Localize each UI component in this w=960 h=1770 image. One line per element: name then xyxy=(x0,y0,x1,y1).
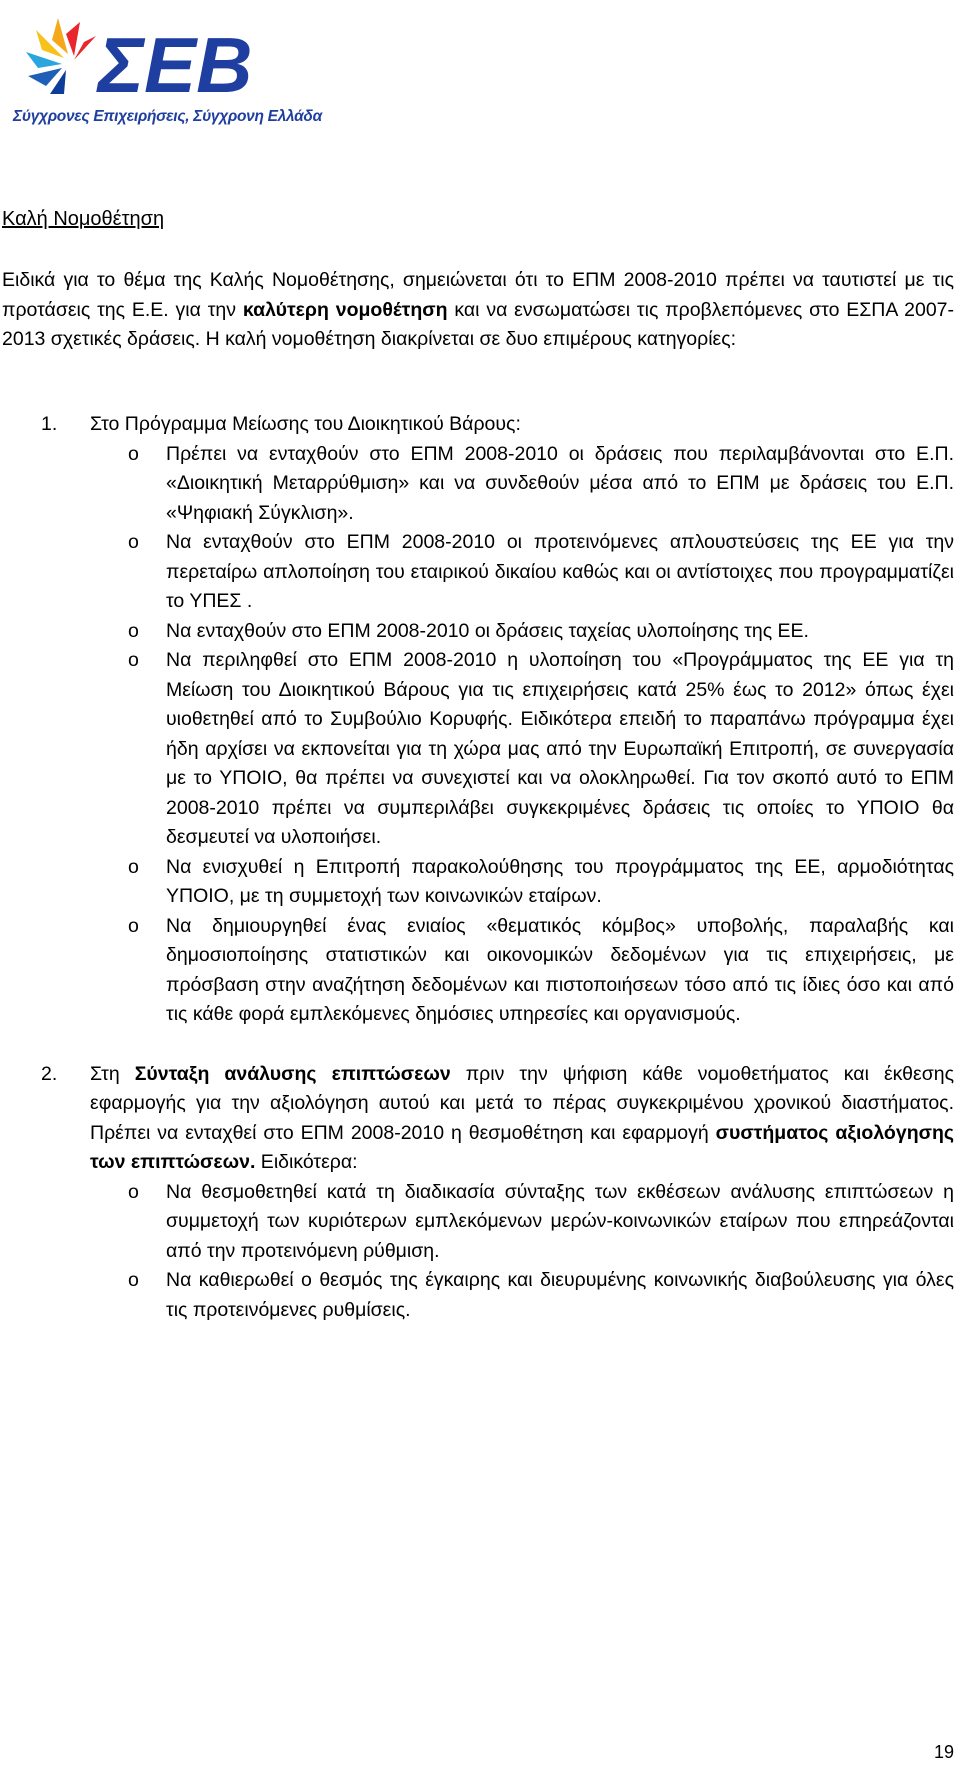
sub-list-item: o Να ενταχθούν στο ΕΠΜ 2008-2010 οι δράσεις ταχείας υλοποίησης της ΕΕ. xyxy=(166,617,954,647)
list-item-title: Στο Πρόγραμμα Μείωσης του Διοικητικού Βάρους: xyxy=(90,413,521,435)
logo-tagline: Σύγχρονες Επιχειρήσεις, Σύγχρονη Ελλάδα xyxy=(13,108,322,125)
list-item-1 xyxy=(0,410,960,1030)
sub-list-item: o Να θεσμοθετηθεί κατά τη διαδικασία σύνταξης των εκθέσεων ανάλυσης επιπτώσεων η συμμετοχή των κυριότερων εμπλεκόμενων μερών-κοινωνικών εταίρων που επηρεάζονται από την προτεινόμενη ρύθμιση. xyxy=(166,1178,954,1267)
bold-term: συστήματος αξιολόγησης των επιπτώσεων. xyxy=(90,1121,954,1173)
list-item-body: Στη Σύνταξη ανάλυσης επιπτώσεων πριν την ψήφιση κάθε νομοθετήματος και έκθεσης εφαρμογής για την αξιολόγηση αυτού και μετά το πέρας συγκεκριμένου χρονικού διαστήματος. Πρέπει να ενταχθεί στο ΕΠΜ 2008-2010 η θεσμοθέτηση και εφαρμογή συστήματος αξιολόγησης των επιπτώσεων. Ειδικότερα: xyxy=(90,1062,954,1173)
sub-list-item: o Να ενταχθούν στο ΕΠΜ 2008-2010 οι προτεινόμενες απλουστεύσεις της ΕΕ για την περεταίρω απλοποίηση του εταιρικού δικαίου καθώς και οι αντίστοιχες που προγραμματίζει το ΥΠΕΣ . xyxy=(166,528,954,617)
bullet-icon: o xyxy=(128,1180,139,1203)
bullet-icon: o xyxy=(128,855,139,878)
page-number: 19 xyxy=(933,1742,954,1762)
list-number: 1. xyxy=(41,413,58,435)
bullet-icon: o xyxy=(128,531,139,553)
seb-logo-graphic xyxy=(12,10,332,110)
intro-paragraph: Ειδικά για το θέμα της Καλής Νομοθέτησης, σημειώνεται ότι το ΕΠΜ 2008-2010 πρέπει να ταυτιστεί με τις προτάσεις της Ε.Ε. για την καλύτερη νομοθέτηση και να ενσωματώσει τις προβλεπόμενες στο ΕΣΠΑ 2007-2013 σχετικές δράσεις. Η καλή νομοθέτηση διακρίνεται σε δυο επιμέρους κατηγορίες: xyxy=(2,269,955,350)
sub-list-item: o Να καθιερωθεί ο θεσμός της έγκαιρης και διευρυμένης κοινωνικής διαβούλευσης για όλες τις προτεινόμενες ρυθμίσεις. xyxy=(166,1266,954,1325)
sub-list-item: o Να δημιουργηθεί ένας ενιαίος «θεματικός κόμβος» υποβολής, παραλαβής και δημοσιοποίησης στατιστικών και οικονομικών δεδομένων για τις επιχειρήσεις, με πρόσβαση στην αναζήτηση δεδομένων και πιστοποιήσεων τόσο από τις ίδιες όσο και από τις κάθε φορά εμπλεκόμενες δημόσιες υπηρεσίες και οργανισμούς. xyxy=(166,912,954,1030)
sub-list-item: o Να περιληφθεί στο ΕΠΜ 2008-2010 η υλοποίηση του «Προγράμματος της ΕΕ για τη Μείωση του Διοικητικού Βάρους για τις επιχειρήσεις κατά 25% έως το 2012» όπως έχει υιοθετηθεί από το Συμβούλιο Κορυφής. Ειδικότερα επειδή το παραπάνω πρόγραμμα έχει ήδη αρχίσει να εκπονείται για τη χώρα μας από την Ευρωπαϊκή Επιτροπή, σε συνεργασία με το ΥΠΟΙΟ, θα πρέπει να συνεχιστεί και να ολοκληρωθεί. Για τον σκοπό αυτό το ΕΠΜ 2008-2010 πρέπει να συμπεριλάβει συγκεκριμένες δράσεις τις οποίες το ΥΠΟΙΟ θα δεσμευτεί να υλοποιήσει. xyxy=(166,646,954,853)
sub-list-item: o Πρέπει να ενταχθούν στο ΕΠΜ 2008-2010 οι δράσεις που περιλαμβάνονται στο Ε.Π. «Διοικητική Μεταρρύθμιση» και να συνδεθούν μέσα από το ΕΠΜ με δράσεις του Ε.Π. «Ψηφιακή Σύγκλιση». xyxy=(166,440,954,529)
logo-burst-icon xyxy=(26,18,96,94)
logo-text: ΣΕΒ xyxy=(98,21,253,109)
bullet-icon: o xyxy=(128,619,139,642)
intro-bold-term: καλύτερη νομοθέτηση xyxy=(242,298,448,321)
bullet-icon: o xyxy=(128,649,139,671)
bold-term: Σύνταξη ανάλυσης επιπτώσεων xyxy=(134,1062,451,1085)
bullet-icon: o xyxy=(128,914,139,937)
bullet-icon: o xyxy=(128,442,139,465)
list-number: 2. xyxy=(41,1062,58,1085)
numbered-list xyxy=(0,410,960,1325)
sub-list-item: o Να ενισχυθεί η Επιτροπή παρακολούθησης του προγράμματος της ΕΕ, αρμοδιότητας ΥΠΟΙΟ, με τη συμμετοχή των κοινωνικών εταίρων. xyxy=(166,853,954,912)
bullet-icon: o xyxy=(128,1269,139,1291)
list-item-2 xyxy=(0,1060,960,1326)
section-heading: Καλή Νομοθέτηση xyxy=(2,208,165,230)
